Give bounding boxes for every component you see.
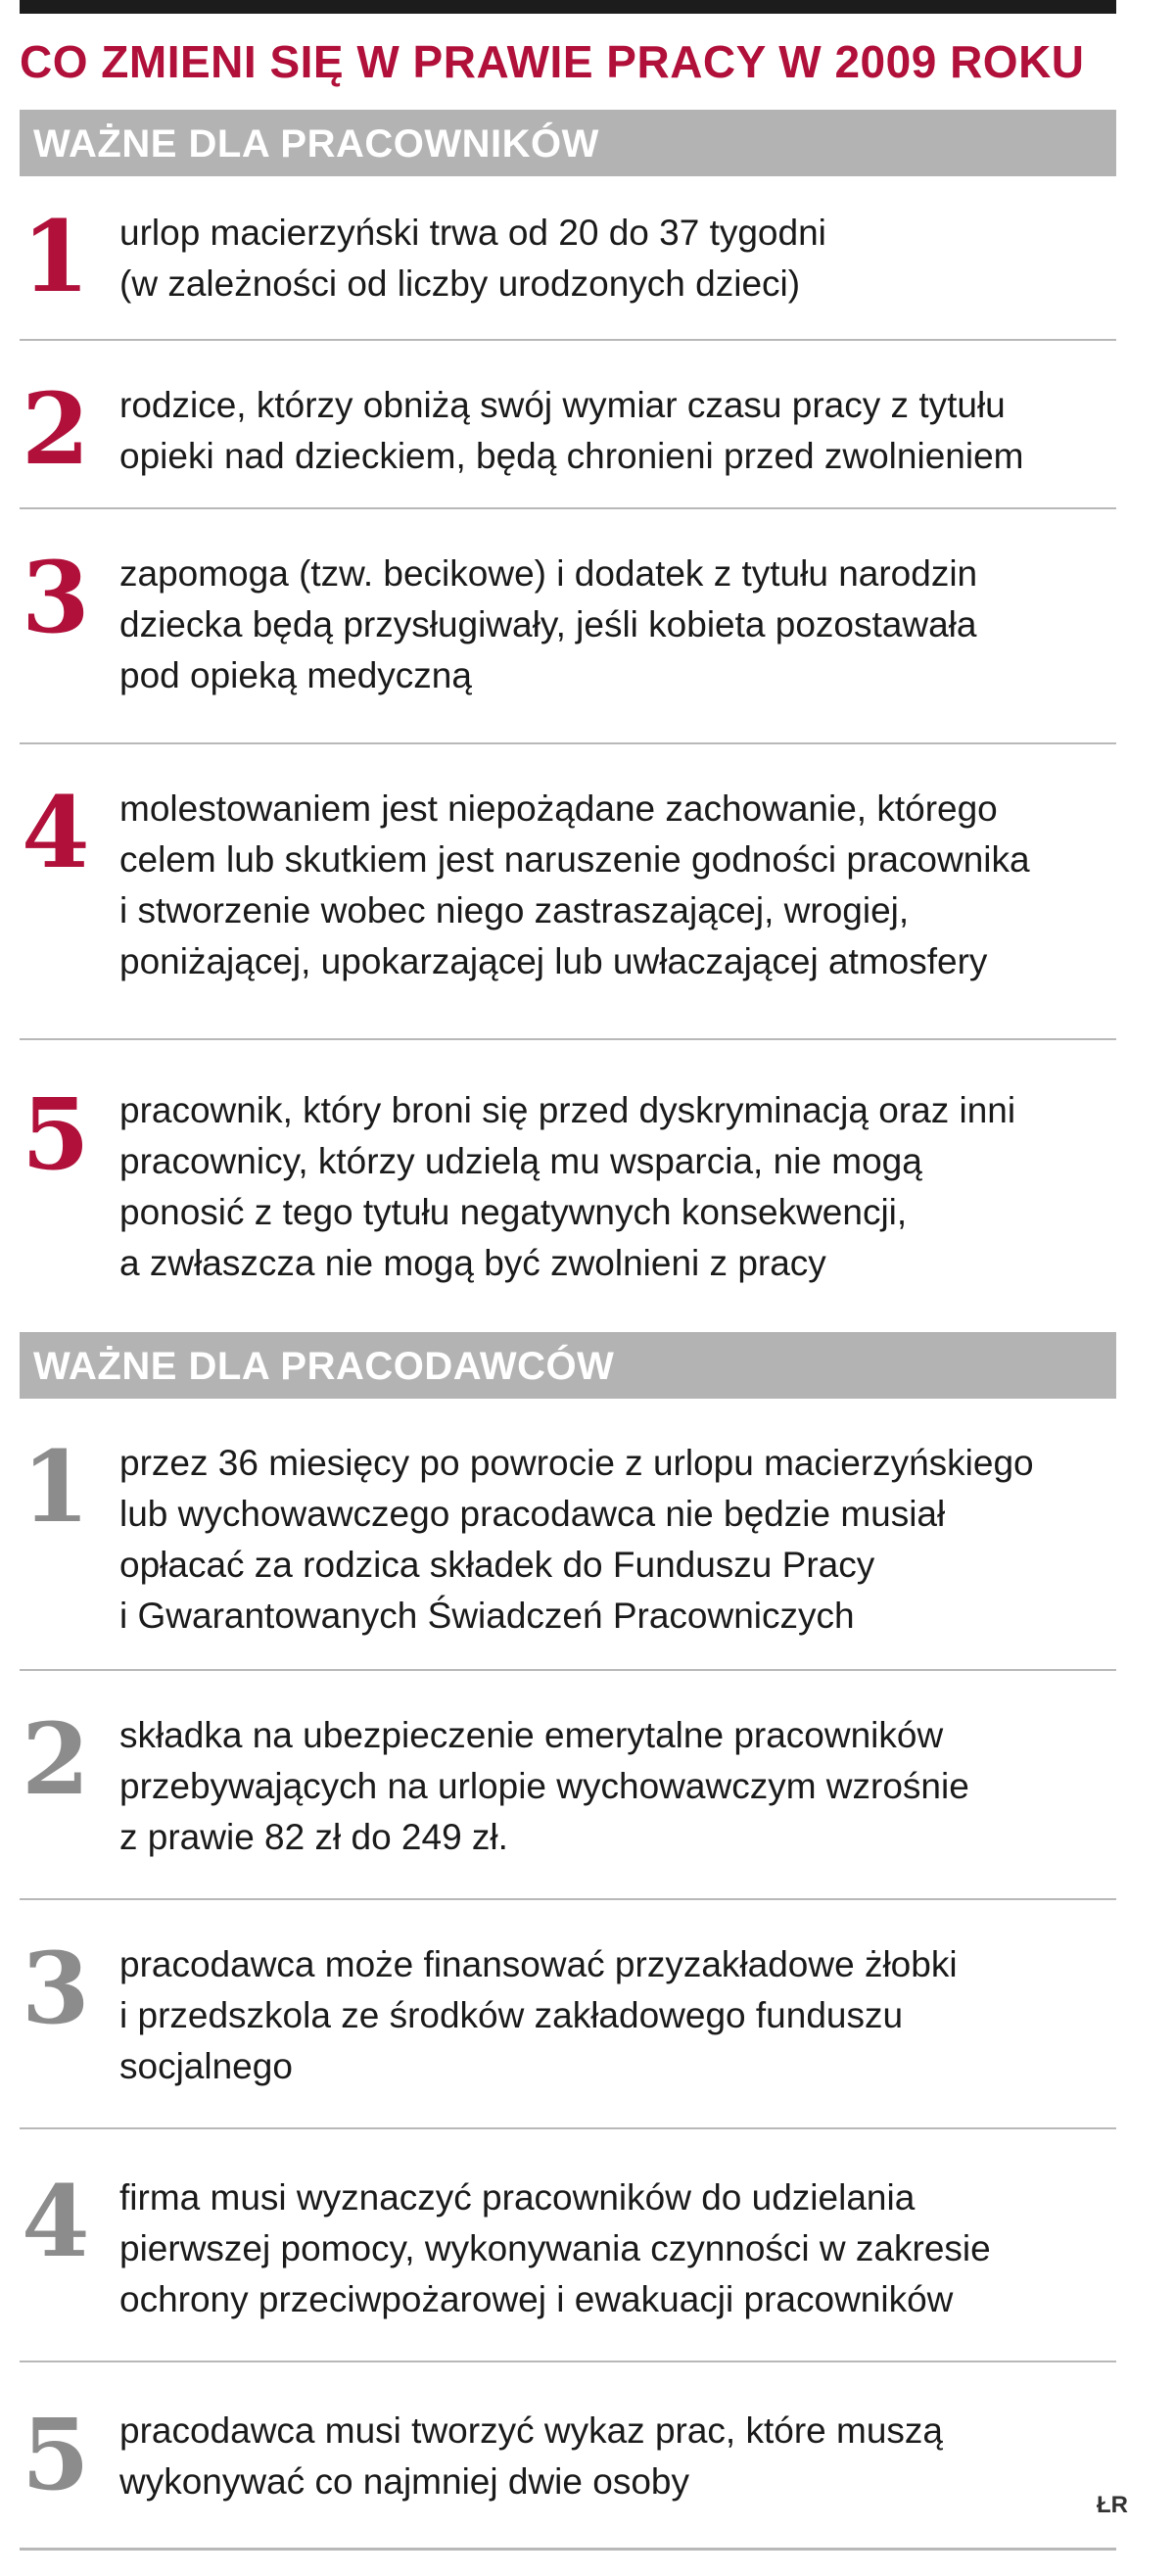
item-number: 5 [22,1076,90,1192]
item-text: pracodawca musi tworzyć wykaz prac, które muszą wykonywać co najmniej dwie osoby [119,2410,943,2502]
infographic [20,0,1116,2539]
item-number: 5 [22,2397,90,2512]
list-item [20,2362,1116,2539]
item-text: urlop macierzyński trwa od 20 do 37 tygodni (w zależności od liczby urodzonych dzieci) [119,213,826,304]
item-text: składka na ubezpieczenie emerytalne pracowników przebywających na urlopie wychowawczym wzrośnie z prawie 82 zł do 249 zł. [119,1715,969,1857]
list-item [20,744,1116,1040]
item-number: 1 [22,1429,90,1545]
item-number: 3 [22,540,90,655]
section-header-workers: WAŻNE DLA PRACOWNIKÓW [20,110,1116,176]
item-number: 4 [22,775,90,890]
page-title: CO ZMIENI SIĘ W PRAWIE PRACY W 2009 ROKU [20,36,1085,87]
top-rule [20,0,1116,14]
workers-list [20,176,1116,1332]
list-item [20,509,1116,744]
item-number: 1 [22,199,90,314]
list-item [20,176,1116,341]
item-text: molestowaniem jest niepożądane zachowanie, którego celem lub skutkiem jest naruszenie godności pracownika i stworzenie wobec niego zastraszającej, wrogiej, poniżającej, upokarzającej lub uwłaczającej atmosfery [119,788,1030,981]
list-item [20,1399,1116,1671]
employers-list [20,1399,1116,2539]
list-item [20,1900,1116,2129]
item-number: 4 [22,2164,90,2279]
item-text: pracodawca może finansować przyzakładowe żłobki i przedszkola ze środków zakładowego funduszu socjalnego [119,1944,958,2086]
item-text: przez 36 miesięcy po powrocie z urlopu macierzyńskiego lub wychowawczego pracodawca nie będzie musiał opłacać za rodzica składek do Funduszu Pracy i Gwarantowanych Świadczeń Pracowniczych [119,1443,1034,1636]
item-text: zapomoga (tzw. becikowe) i dodatek z tytułu narodzin dziecka będą przysługiwały, jeśli kobieta pozostawała pod opieką medyczną [119,553,978,695]
item-number: 2 [22,371,90,487]
author-credit: ŁR [1097,2492,1128,2518]
item-number: 3 [22,1931,90,2046]
list-item [20,2129,1116,2362]
item-text: firma musi wyznaczyć pracowników do udzielania pierwszej pomocy, wykonywania czynności w zakresie ochrony przeciwpożarowej i ewakuacji pracowników [119,2177,991,2319]
bottom-rule [20,2548,1116,2551]
list-item [20,1040,1116,1332]
item-number: 2 [22,1701,90,1817]
item-text: pracownik, który broni się przed dyskryminacją oraz inni pracownicy, którzy udzielą mu wsparcia, nie mogą ponosić z tego tytułu negatywnych konsekwencji, a zwłaszcza nie mogą być zwolnieni z pracy [119,1090,1016,1283]
section-header-employers: WAŻNE DLA PRACODAWCÓW [20,1332,1116,1399]
list-item [20,1671,1116,1900]
list-item [20,341,1116,509]
item-text: rodzice, którzy obniżą swój wymiar czasu pracy z tytułu opieki nad dzieckiem, będą chronieni przed zwolnieniem [119,385,1024,476]
